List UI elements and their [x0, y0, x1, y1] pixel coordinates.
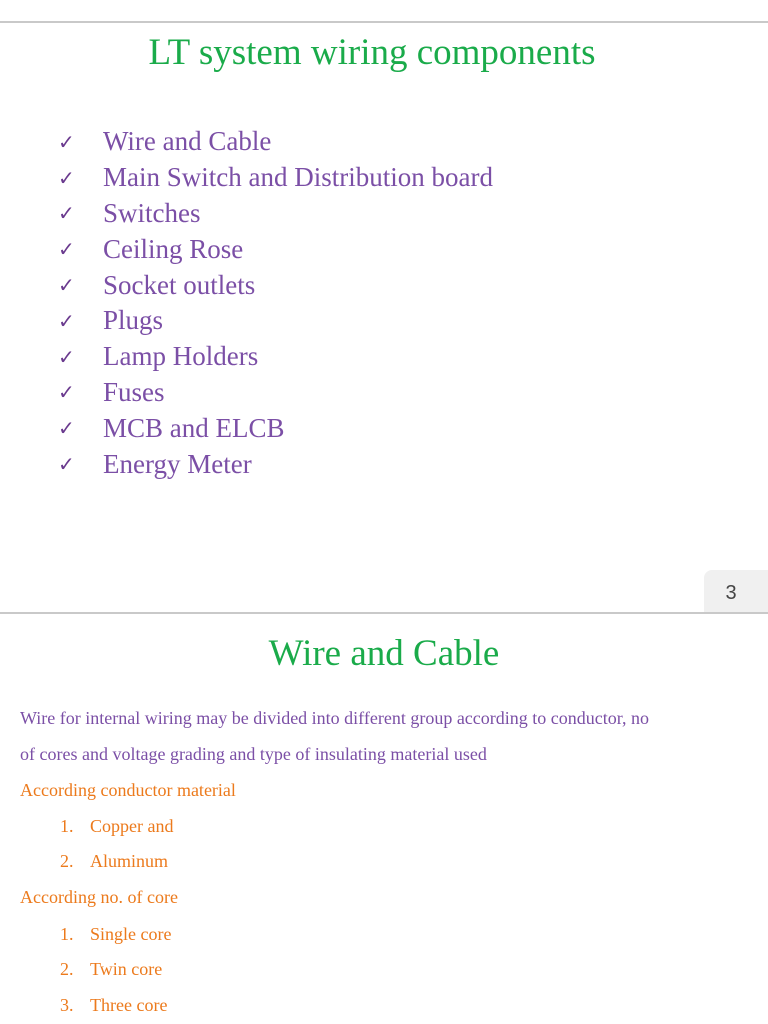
section-heading-conductor-material: According conductor material: [20, 780, 236, 800]
item-number: 2.: [60, 959, 74, 979]
numbered-item: [60, 851, 168, 872]
item-text: Single core: [90, 924, 172, 944]
list-item-text: Switches: [103, 197, 201, 228]
item-text: Three core: [90, 995, 168, 1015]
checkmark-icon: ✓: [58, 416, 75, 441]
item-text: Twin core: [90, 959, 163, 979]
item-number: 1.: [60, 924, 74, 944]
page-number: 3: [725, 582, 737, 604]
list-item-text: Wire and Cable: [103, 126, 272, 157]
checkmark-icon: ✓: [58, 344, 75, 369]
numbered-item: [60, 924, 171, 945]
intro-paragraph-line-2: of cores and voltage grading and type of insulating material used: [20, 744, 487, 764]
checkmark-icon: ✓: [58, 201, 75, 226]
list-item: [58, 231, 493, 267]
list-item-text: Socket outlets: [103, 269, 256, 300]
list-item-text: Energy Meter: [103, 448, 252, 479]
checkmark-icon: ✓: [58, 308, 75, 333]
intro-paragraph-line-1: Wire for internal wiring may be divided into different group according to conductor, no: [20, 708, 650, 728]
slide-top-divider: [0, 21, 768, 23]
numbered-item: [60, 995, 167, 1016]
slide-divider: [0, 612, 768, 614]
list-item: [58, 267, 493, 303]
item-number: 2.: [60, 851, 74, 871]
numbered-item: [60, 816, 173, 837]
list-item: [58, 124, 493, 160]
slide-title: LT system wiring components: [148, 32, 596, 73]
checkmark-icon: ✓: [58, 452, 75, 477]
list-item: [58, 410, 493, 446]
item-number: 3.: [60, 995, 74, 1015]
list-item: [58, 160, 493, 196]
list-item: [58, 339, 493, 375]
item-text: Aluminum: [90, 851, 169, 871]
checkmark-icon: ✓: [58, 380, 75, 405]
list-item-text: Fuses: [103, 376, 165, 407]
list-item: [58, 375, 493, 411]
item-text: Copper and: [90, 816, 174, 836]
list-item: [58, 303, 493, 339]
slide-title: Wire and Cable: [268, 633, 500, 674]
checkmark-icon: ✓: [58, 129, 75, 154]
section-heading-number-of-cores: According no. of core: [20, 887, 178, 907]
checkmark-icon: ✓: [58, 165, 75, 190]
list-item-text: Main Switch and Distribution board: [103, 162, 493, 193]
list-item: [58, 446, 493, 482]
checkmark-icon: ✓: [58, 237, 75, 262]
numbered-item: [60, 959, 162, 980]
slide-wire-and-cable: [0, 612, 768, 1024]
item-number: 1.: [60, 816, 74, 836]
checkmark-icon: ✓: [58, 273, 75, 298]
list-item-text: MCB and ELCB: [103, 412, 285, 443]
list-item-text: Lamp Holders: [103, 341, 259, 372]
list-item: [58, 196, 493, 232]
component-checklist: [58, 124, 493, 482]
list-item-text: Plugs: [103, 305, 164, 336]
list-item-text: Ceiling Rose: [103, 233, 244, 264]
